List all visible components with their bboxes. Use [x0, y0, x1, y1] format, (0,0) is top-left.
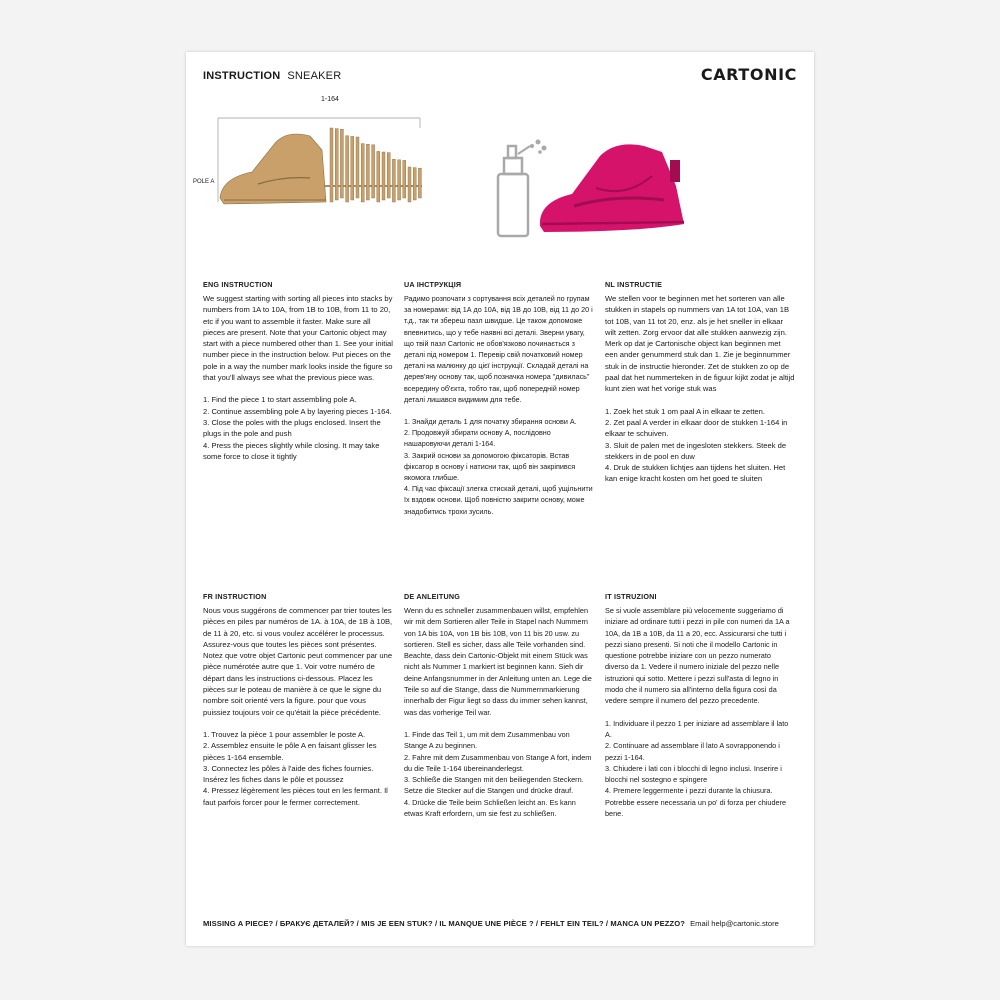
section-italian	[605, 592, 795, 819]
step-item: 1. Find the piece 1 to start assembling pole A.	[203, 395, 357, 405]
assembly-figure	[214, 106, 444, 236]
cardboard-slices	[330, 128, 421, 202]
header	[203, 66, 797, 86]
cardboard-slice	[340, 129, 343, 198]
step-list	[203, 729, 393, 808]
step-list	[404, 416, 594, 517]
section-dutch	[605, 280, 795, 485]
step-item: 3. Sluit de palen met de ingesloten stekkers. Steek de stekkers in de pool en duw	[605, 440, 787, 461]
section-heading: DE ANLEITUNG	[404, 592, 461, 601]
brand-logo: CARTONIC	[700, 65, 797, 84]
section-french	[203, 592, 393, 808]
step-item: 4. Pressez légèrement les pièces tout en les fermant. Il faut parfois forcer pour le fermer correctement.	[203, 786, 388, 807]
figure-area	[186, 92, 814, 242]
instruction-sheet	[186, 52, 814, 946]
section-intro: Nous vous suggérons de commencer par trier toutes les pièces en piles par numéros de 1A. à 10A, de 1B à 10B, de 11 à 20, etc. si vous voulez accélérer le processus. Assurez-vous que toutes les pièces sont présentes. Notez que votre objet Cartonic peut commencer par une pièce numérotée autre que 1. Voir votre numéro de départ dans les instructions ci-dessous. Placez les pièces sur le poteau de manière à ce que le signe du nombre soit orienté vers la figure. pour que vous puissiez toujours voir ce qu'était la pièce précédente.	[203, 606, 393, 717]
cardboard-slice	[351, 136, 354, 200]
section-intro: Wenn du es schneller zusammenbauen willst, empfehlen wir mit dem Sortieren aller Teile in Stapel nach Nummern von 1A bis 10A, von 1B bis 10B, von 11 bis 20 usw. zu sortieren. Stell es sicher, dass alle Teile vorhanden sind. Beachte, dass dein Cartonic-Objekt mit einem Stück was nicht als Nummer 1 markiert ist beginnen kann. Sieh dir deine Anfangsnummer in der Anleitung unten an. Lege die Teile so auf die Stange, dass die Nummernmarkierung innerhalb der Figur liegt so dass du immer sehen kannst, was das vorherige Teil war.	[404, 606, 592, 717]
cardboard-slice	[377, 151, 380, 202]
step-item: 4. Premere leggermente i pezzi durante la chiusura. Potrebbe essere necessaria un po' di forza per chiudere bene.	[605, 786, 787, 819]
step-item: 3. Close the poles with the plugs enclosed. Insert the plugs in the pole and push	[203, 417, 381, 439]
cardboard-slice	[413, 168, 416, 200]
section-intro: We suggest starting with sorting all pieces into stacks by numbers from 1A to 10A, from 1B to 10B, from 11 to 20, etc if you want to assemble it faster. Make sure all pieces are present. Note that your Cartonic object may start with a piece numbered other than 1. See your initial number piece in the instruction below. Put pieces on the pole in a way the number mark looks inside the figure so that you'll always see what the previous piece was.	[203, 294, 393, 383]
email-label: Email	[690, 919, 710, 928]
step-item: 3. Schließe die Stangen mit den beiliegenden Steckern. Setze die Stecker auf die Stangen und drücke drauf.	[404, 775, 584, 796]
step-list	[203, 394, 393, 462]
cardboard-slice	[418, 168, 421, 198]
step-item: 1. Zoek het stuk 1 om paal A in elkaar te zetten.	[605, 406, 765, 416]
missing-piece-text: MISSING A PIECE? / БРАКУЄ ДЕТАЛЕЙ? / MIS JE EEN STUK? / IL MANQUE UNE PIÈCE ? / FEHLT EIN TEIL? / MANCA UN PEZZO?	[203, 919, 685, 928]
section-heading: NL INSTRUCTIE	[605, 280, 663, 289]
cardboard-slice	[398, 160, 401, 200]
cardboard-slice	[408, 167, 411, 202]
step-item: 2. Continuare ad assemblare il lato A sovrapponendo i pezzi 1-164.	[605, 741, 780, 762]
cardboard-slice	[330, 128, 333, 202]
section-heading: ENG INSTRUCTION	[203, 280, 273, 289]
step-item: 1. Finde das Teil 1, um mit dem Zusammenbau von Stange A zu beginnen.	[404, 729, 570, 751]
doc-label: INSTRUCTION	[203, 70, 281, 82]
cardboard-slice	[387, 153, 390, 198]
cardboard-slice	[382, 152, 385, 200]
step-list	[605, 718, 795, 820]
step-item: 4. Під час фіксації злегка стискай деталі, щоб ущільнити їх вздовж основи. Щоб повністю закрити основу, може знадобитись трохи зусиль.	[404, 484, 593, 516]
section-english	[203, 280, 393, 462]
cardboard-slice	[335, 129, 338, 200]
cardboard-slice	[361, 144, 364, 202]
dimension-label: 1-164	[321, 96, 339, 103]
step-item: 4. Press the pieces slightly while closing. It may take some force to close it tightly	[203, 440, 380, 461]
step-item: 4. Drücke die Teile beim Schließen leicht an. Es kann etwas Kraft erfordern, um sie fest zu schließen.	[404, 797, 576, 819]
section-heading: FR INSTRUCTION	[203, 592, 267, 601]
section-intro: Se si vuole assemblare più velocemente suggeriamo di iniziare ad ordinare tutti i pezzi in pile con numeri da 1A a 10A, da 1B a 10B, da 11 a 20, ecc. Assicurarsi che tutti i pezzi siano presenti. Si noti che il modello Cartonic in questione potrebbe iniziare con un pezzo numerato diverso da 1. Vedere il numero iniziale del pezzo nelle istruzioni qui sotto. Mettere i pezzi sull'asta di legno in modo che il numero sia all'interno della figura così da vedere sempre il numero del pezzo precedente.	[605, 606, 790, 706]
section-ukrainian	[404, 280, 594, 517]
step-item: 2. Продовжуй збирати основу А, послідовно нашаровуючи деталі 1-164.	[404, 428, 551, 449]
cardboard-slice	[392, 159, 395, 202]
cardboard-slice	[372, 145, 375, 198]
step-item: 2. Assemblez ensuite le pôle A en faisant glisser les pièces 1-164 ensemble.	[203, 741, 377, 762]
step-item: 3. Закрий основи за допомогою фіксаторів. Встав фіксатор в основу і натисни так, щоб він закріпився якомога глибше.	[404, 450, 576, 483]
footer	[203, 919, 797, 928]
support-email-link[interactable]: help@cartonic.store	[711, 919, 779, 928]
step-item: 2. Fahre mit dem Zusammenbau von Stange A fort, indem du die Teile 1-164 übereinanderlegst.	[404, 752, 592, 773]
section-intro: Радимо розпочати з сортування всіх деталей по групам за номерами: від 1А до 10А, від 1В до 10В, від 11 до 20 і т.д., так ти збереш пазл швидше. Це також допоможе впевнитись, що у тебе наявні всі деталі. Зверни увагу, що твій пазл Cartonic не обов'язково починається з деталі під номером 1. Перевір свій початковий номер деталі на малюнку до цієї інструкції. Складай деталі на дерев'яну основу так, щоб позначка номера "дивилась" всередину об'єкта, тобто так, щоб попередній номер деталі лишався видимим для тебе.	[404, 294, 593, 404]
step-item: 4. Druk de stukken lichtjes aan tijdens het sluiten. Het kan enige kracht kosten om het goed te sluiten	[605, 463, 786, 484]
step-item: 2. Continue assembling pole A by layering pieces 1-164.	[203, 406, 392, 416]
cardboard-slice	[346, 136, 349, 202]
step-list	[605, 406, 795, 485]
section-german	[404, 592, 594, 819]
painted-sneaker-figure	[536, 136, 696, 236]
doc-subtitle: SNEAKER	[287, 70, 342, 82]
cardboard-slice	[356, 137, 359, 198]
cardboard-slice	[403, 160, 406, 198]
section-heading: UA ІНСТРУКЦІЯ	[404, 280, 462, 289]
cardboard-slice	[366, 144, 369, 200]
pole-label: POLE A	[193, 179, 215, 185]
step-item: 1. Trouvez la pièce 1 pour assembler le poste A.	[203, 729, 366, 739]
step-item: 1. Individuare il pezzo 1 per iniziare ad assemblare il lato A.	[605, 718, 789, 739]
step-item: 2. Zet paal A verder in elkaar door de stukken 1-164 in elkaar te schuiven.	[605, 417, 788, 439]
step-item: 3. Connectez les pôles à l'aide des fiches fournies. Insérez les fiches dans le pôle et poussez	[203, 763, 374, 785]
step-item: 1. Знайди деталь 1 для початку збирання основи А.	[404, 417, 577, 427]
step-list	[404, 729, 594, 819]
step-item: 3. Chiudere i lati con i blocchi di legno inclusi. Inserire i blocchi nel sostegno e spingere	[605, 763, 782, 785]
section-intro: We stellen voor te beginnen met het sorteren van alle stukken in stapels op nummers van 1A tot 10A, van 1B tot 10B, van 11 tot 20, enz. als je het sneller in elkaar wilt zetten. Zorg ervoor dat alle stukken aanwezig zijn. Merk op dat je Cartonische object kan beginnen met een ander genummerd stuk dan 1. Zie je beginnummer stuk in de instructie hieronder. Zet de stukken zo op de paal dat het nummerteken in de figuur kijkt zodat je altijd kunt zien wat het vorige stuk was	[605, 294, 795, 394]
section-heading: IT ISTRUZIONI	[605, 592, 657, 601]
